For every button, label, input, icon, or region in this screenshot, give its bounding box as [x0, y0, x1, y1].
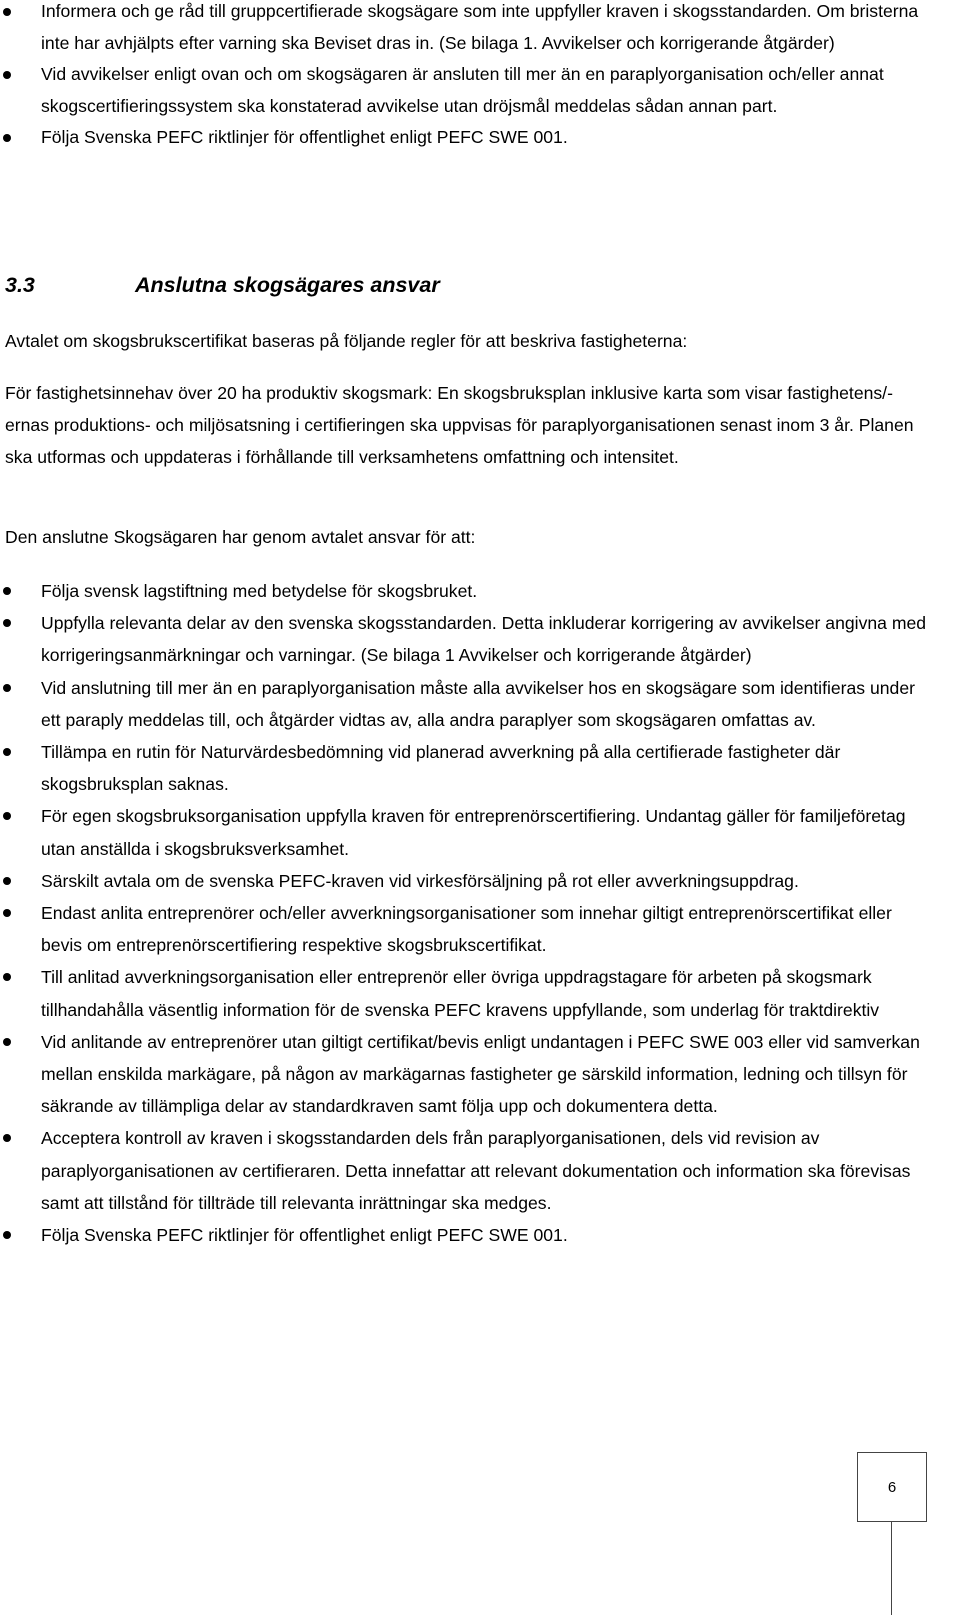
list-item: Informera och ge råd till gruppcertifierade skogsägare som inte uppfyller kraven i skogsstandarden. Om bristerna inte har avhjälpts efter varning ska Beviset dras in. (Se bilaga 1. Avvikelser och korrigerande åtgärder) — [0, 0, 930, 59]
responsibility-lead: Den anslutne Skogsägaren har genom avtalet ansvar för att: — [5, 527, 476, 547]
section-heading — [5, 269, 440, 301]
list-item: Särskilt avtala om de svenska PEFC-kraven vid virkesförsäljning på rot eller avverkningsuppdrag. — [0, 865, 935, 897]
list-item: Till anlitad avverkningsorganisation eller entreprenör eller övriga uppdragstagare för arbeten på skogsmark tillhandahålla väsentlig information för de svenska PEFC kravens uppfyllande, som underlag för traktdirektiv — [0, 961, 935, 1025]
list-item: Tillämpa en rutin för Naturvärdesbedömning vid planerad avverkning på alla certifierade fastigheter där skogsbruksplan saknas. — [0, 736, 935, 800]
intro-paragraph: Avtalet om skogsbrukscertifikat baseras på följande regler för att beskriva fastigheterna: — [5, 331, 688, 351]
list-item: Följa svensk lagstiftning med betydelse för skogsbruket. — [0, 575, 935, 607]
list-item: Vid anlitande av entreprenörer utan giltigt certifikat/bevis enligt undantagen i PEFC SWE 003 eller vid samverkan mellan enskilda markägare, på någon av markägarnas fastigheter ge särskild information, ledning och tillsyn för säkrande av tillämpliga delar av standardkraven samt följa upp och dokumentera detta. — [0, 1026, 935, 1123]
page-number: 6 — [887, 1478, 897, 1496]
list-item: Acceptera kontroll av kraven i skogsstandarden dels från paraplyorganisationen, dels vid revision av paraplyorganisationen av certifieraren. Detta innefattar att relevant dokumentation och information ska förevisas samt att tillstånd för tillträde till relevanta inrättningar ska medges. — [0, 1122, 935, 1219]
list-item: Följa Svenska PEFC riktlinjer för offentlighet enligt PEFC SWE 001. — [0, 1219, 935, 1251]
section-number: 3.3 — [5, 273, 35, 297]
page-number-box — [857, 1452, 927, 1522]
list-item: Följa Svenska PEFC riktlinjer för offentlighet enligt PEFC SWE 001. — [0, 122, 930, 154]
page-number-connector — [891, 1522, 892, 1615]
list-item: För egen skogsbruksorganisation uppfylla kraven för entreprenörscertifiering. Undantag gäller för familjeföretag utan anställda i skogsbruksverksamhet. — [0, 800, 935, 864]
list-item: Vid avvikelser enligt ovan och om skogsägaren är ansluten till mer än en paraplyorganisation och/eller annat skogscertifieringssystem ska konstaterad avvikelse utan dröjsmål meddelas sådan annan part. — [0, 59, 930, 122]
list-item: Vid anslutning till mer än en paraplyorganisation måste alla avvikelser hos en skogsägare som identifieras under ett paraply meddelas till, och åtgärder vidtas av, alla andra paraplyer som skogsägaren omfattas av. — [0, 672, 935, 736]
section-title: Anslutna skogsägares ansvar — [135, 273, 440, 297]
list-item: Uppfylla relevanta delar av den svenska skogsstandarden. Detta inkluderar korrigering av avvikelser angivna med korrigeringsanmärkningar och varningar. (Se bilaga 1 Avvikelser och korrigerande åtgärder) — [0, 607, 935, 671]
responsibility-list — [0, 575, 935, 1251]
obligations-list — [0, 0, 930, 154]
holdings-paragraph: För fastighetsinnehav över 20 ha produktiv skogsmark: En skogsbruksplan inklusive karta som visar fastighetens/-ernas produktions- och miljösatsning i certifieringen ska uppvisas för paraplyorganisationen senast inom 3 år. Planen ska utformas och uppdateras i förhållande till verksamhetens omfattning och intensitet. — [5, 383, 914, 468]
list-item: Endast anlita entreprenörer och/eller avverkningsorganisationer som innehar giltigt entreprenörscertifikat eller bevis om entreprenörscertifiering respektive skogsbrukscertifikat. — [0, 897, 935, 961]
